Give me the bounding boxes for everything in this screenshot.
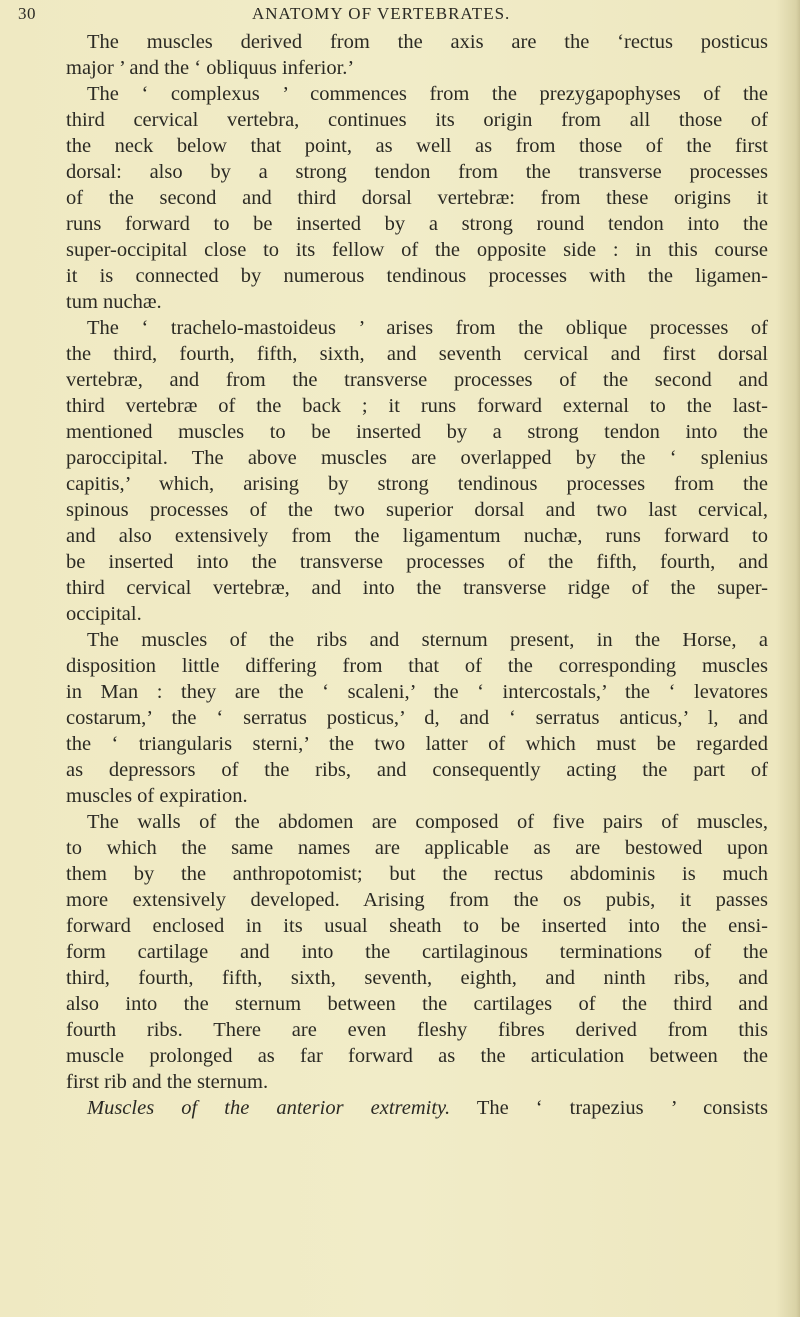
running-header [0,4,800,30]
text-line: runs forward to be inserted by a strong round tendon into the [66,213,768,235]
text-line: form cartilage and into the cartilaginous terminations of the [66,941,768,963]
text-line: to which the same names are applicable as are bestowed upon [66,837,768,859]
text-line: third cervical vertebra, continues its origin from all those of [66,109,768,131]
text-line: vertebræ, and from the transverse processes of the second and [66,369,768,391]
text-line: of the second and third dorsal vertebræ: from these origins it [66,187,768,209]
section-text: The ‘ trapezius ’ consists [476,1097,768,1119]
text-line: it is connected by numerous tendinous processes with the ligamen- [66,265,768,287]
text-line: The walls of the abdomen are composed of five pairs of muscles, [87,811,768,833]
paragraph [66,809,768,1095]
text-line: third cervical vertebræ, and into the transverse ridge of the super- [66,577,768,599]
running-title: ANATOMY OF VERTEBRATES. [252,4,511,23]
paragraph [66,81,768,315]
text-line: forward enclosed in its usual sheath to be inserted into the ensi- [66,915,768,937]
text-line: first rib and the sternum. [66,1071,269,1093]
paragraph [66,29,768,81]
text-line: The muscles of the ribs and sternum present, in the Horse, a [87,629,768,651]
text-line: third vertebræ of the back ; it runs forward external to the last- [66,395,768,417]
text-line: The muscles derived from the axis are the ‘rectus posticus [87,31,768,53]
text-line: The ‘ trachelo-mastoideus ’ arises from the oblique processes of [87,317,768,339]
text-line: them by the anthropotomist; but the rectus abdominis is much [66,863,768,885]
text-line: major ’ and the ‘ obliquus inferior.’ [66,57,355,79]
paragraph [66,627,768,809]
text-line: more extensively developed. Arising from the os pubis, it passes [66,889,768,911]
text-line: occipital. [66,603,142,625]
text-line: also into the sternum between the cartilages of the third and [66,993,768,1015]
text-line: fourth ribs. There are even fleshy fibres derived from this [66,1019,768,1041]
text-line: the neck below that point, as well as from those of the first [66,135,768,157]
paragraph [66,315,768,627]
text-line: tum nuchæ. [66,291,162,313]
text-line: the third, fourth, fifth, sixth, and seventh cervical and first dorsal [66,343,768,365]
text-line: and also extensively from the ligamentum nuchæ, runs forward to [66,525,768,547]
text-line: The ‘ complexus ’ commences from the prezygapophyses of the [87,83,768,105]
text-line: in Man : they are the ‘ scaleni,’ the ‘ intercostals,’ the ‘ levatores [66,681,768,703]
text-line: mentioned muscles to be inserted by a strong tendon into the [66,421,768,443]
text-line: capitis,’ which, arising by strong tendinous processes from the [66,473,768,495]
text-line: muscle prolonged as far forward as the articulation between the [66,1045,768,1067]
text-line: costarum,’ the ‘ serratus posticus,’ d, and ‘ serratus anticus,’ l, and [66,707,768,729]
text-line: the ‘ triangularis sterni,’ the two latter of which must be regarded [66,733,768,755]
text-line: disposition little differing from that of the corresponding muscles [66,655,768,677]
text-line: dorsal: also by a strong tendon from the transverse processes [66,161,768,183]
section-heading-italic: Muscles of the anterior extremity. [87,1097,451,1119]
text-line: super-occipital close to its fellow of the opposite side : in this course [66,239,768,261]
text-line: as depressors of the ribs, and consequently acting the part of [66,759,768,781]
text-line: be inserted into the transverse processes of the fifth, fourth, and [66,551,768,573]
body-text [66,29,768,1121]
text-line: spinous processes of the two superior dorsal and two last cervical, [66,499,768,521]
text-line: paroccipital. The above muscles are overlapped by the ‘ splenius [66,447,768,469]
text-line: muscles of expiration. [66,785,248,807]
page-number: 30 [18,4,36,23]
text-line-section-start [66,1095,768,1121]
text-line: third, fourth, fifth, sixth, seventh, eighth, and ninth ribs, and [66,967,768,989]
